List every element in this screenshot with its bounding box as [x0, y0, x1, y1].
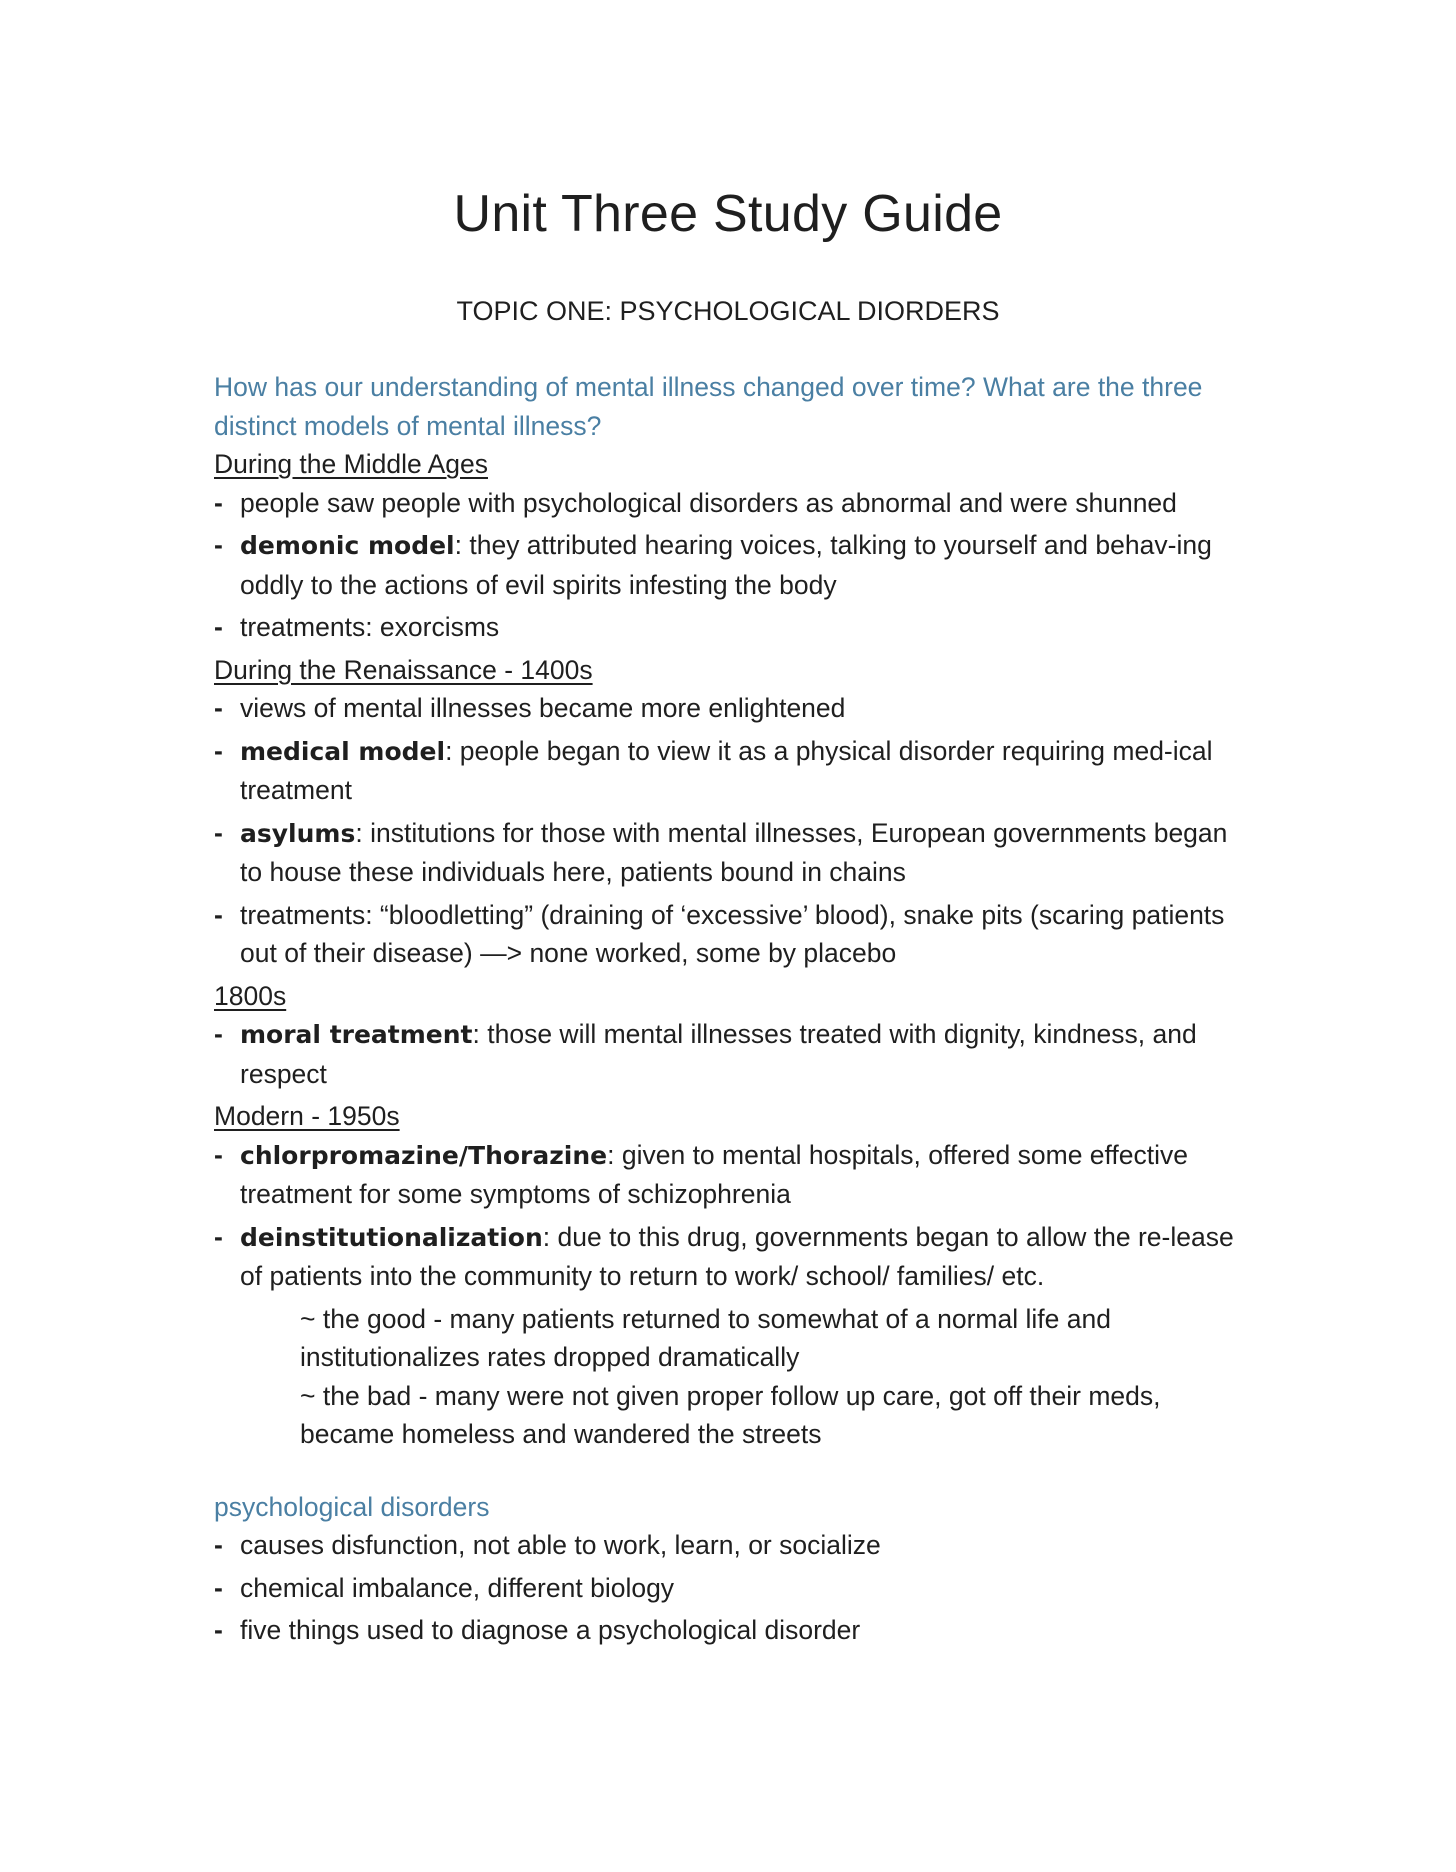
dash-bullet-icon: - — [214, 899, 223, 930]
bullet-list — [214, 689, 1254, 973]
key-term: asylums — [240, 818, 356, 848]
subpoint: ~ the bad - many were not given proper follow up care, got off their meds, became homeless and wandered the streets — [300, 1380, 1161, 1449]
key-term: chlorpromazine/Thorazine — [240, 1140, 608, 1170]
dash-bullet-icon: - — [214, 530, 223, 560]
section-heading: During the Renaissance - 1400s — [214, 654, 593, 685]
dash-bullet-icon: - — [214, 612, 223, 642]
key-term: moral treatment — [240, 1020, 473, 1049]
list-item: - five things used to diagnose a psychological disorder — [214, 1611, 1254, 1650]
section-heading: Modern - 1950s — [214, 1101, 400, 1131]
bullet-list — [214, 484, 1254, 647]
list-item: - demonic model: they attributed hearing voices, talking to yourself and behav-ing oddly to the actions of evil spirits infesting the body — [214, 526, 1254, 604]
dash-bullet-icon: - — [214, 1530, 223, 1560]
key-term: deinstitutionalization — [240, 1222, 543, 1252]
dash-bullet-icon: - — [214, 817, 223, 848]
subpoint-block — [300, 1300, 1254, 1454]
list-item: - moral treatment: those will mental illnesses treated with dignity, kindness, and respect — [214, 1015, 1254, 1093]
list-item: - causes disfunction, not able to work, learn, or socialize — [214, 1526, 1254, 1565]
topic-heading: TOPIC ONE: PSYCHOLOGICAL DIORDERS — [456, 296, 1000, 326]
list-item: - chemical imbalance, different biology — [214, 1569, 1254, 1608]
list-item: - views of mental illnesses became more enlightened — [214, 689, 1254, 728]
dash-bullet-icon: - — [214, 735, 223, 766]
study-guide-body — [214, 368, 1254, 1654]
question-prompt: How has our understanding of mental illness changed over time? What are the three distinct models of mental illness? — [214, 372, 1203, 441]
list-item: - medical model: people began to view it as a physical disorder requiring med-ical treatment — [214, 732, 1254, 810]
bullet-list — [214, 1015, 1254, 1093]
list-item: - treatments: “bloodletting” (draining of ‘excessive’ blood), snake pits (scaring patients out of their disease) —> none worked, some by placebo — [214, 896, 1254, 973]
bullet-list — [214, 1526, 1254, 1650]
key-term: demonic model — [240, 531, 455, 560]
section-heading: 1800s — [214, 980, 287, 1011]
dash-bullet-icon: - — [214, 1615, 223, 1645]
list-item: - chlorpromazine/Thorazine: given to mental hospitals, offered some effective treatment for some symptoms of schizophrenia — [214, 1136, 1254, 1214]
dash-bullet-icon: - — [214, 693, 223, 723]
list-item: - asylums: institutions for those with mental illnesses, European governments began to house these individuals here, patients bound in chains — [214, 814, 1254, 892]
section-heading: During the Middle Ages — [214, 449, 488, 479]
subpoint: ~ the good - many patients returned to somewhat of a normal life and institutionalizes rates dropped dramatically — [300, 1303, 1111, 1372]
dash-bullet-icon: - — [214, 487, 223, 518]
dash-bullet-icon: - — [214, 1019, 223, 1049]
list-item: - people saw people with psychological disorders as abnormal and were shunned — [214, 484, 1254, 523]
list-item: - deinstitutionalization: due to this drug, governments began to allow the re-lease of patients into the community to return to work/ school/ families/ etc. — [214, 1218, 1254, 1296]
list-item: - treatments: exorcisms — [214, 608, 1254, 647]
bullet-list — [214, 1136, 1254, 1296]
key-term: medical model — [240, 736, 446, 766]
dash-bullet-icon: - — [214, 1139, 223, 1170]
dash-bullet-icon: - — [214, 1221, 223, 1252]
page-title: Unit Three Study Guide — [453, 185, 1003, 243]
dash-bullet-icon: - — [214, 1572, 223, 1603]
question-prompt: psychological disorders — [214, 1491, 490, 1522]
